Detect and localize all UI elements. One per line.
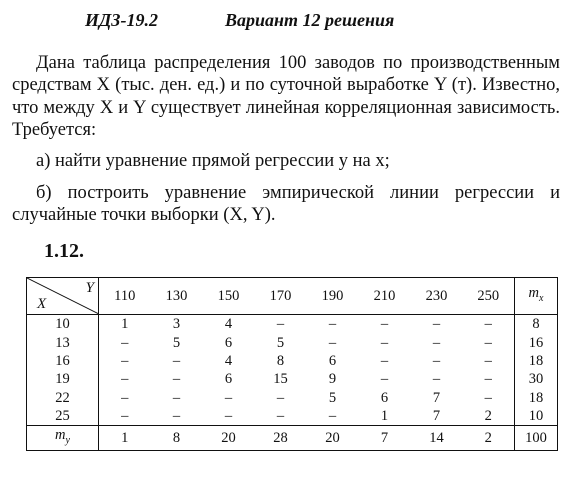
my-value-cell: 2 xyxy=(463,426,515,451)
my-value-cell: 7 xyxy=(359,426,411,451)
my-label-cell xyxy=(27,426,99,451)
frequency-cell: 15 xyxy=(273,371,288,388)
assignment-code: ИДЗ-19.2 xyxy=(85,10,158,30)
table-row xyxy=(27,407,558,426)
frequency-cell: 4 xyxy=(224,352,233,369)
y-header: 210 xyxy=(359,278,411,315)
frequency-cell: – xyxy=(380,334,389,351)
frequency-cell: – xyxy=(276,408,285,425)
frequency-cell: 5 xyxy=(276,334,285,351)
table-row xyxy=(27,389,558,407)
x-value-cell: 13 xyxy=(27,333,99,351)
frequency-cell: – xyxy=(484,316,492,333)
correlation-table xyxy=(26,277,558,451)
frequency-cell: – xyxy=(276,316,285,333)
frequency-cell: – xyxy=(432,371,441,388)
mx-subscript: x xyxy=(539,292,544,304)
table-row xyxy=(27,333,558,351)
frequency-cell: – xyxy=(380,316,389,333)
y-header: 230 xyxy=(411,278,463,315)
y-header: 110 xyxy=(99,278,151,315)
frequency-cell: 7 xyxy=(432,408,441,425)
frequency-cell: 1 xyxy=(121,316,129,333)
mx-value-cell: 16 xyxy=(515,333,558,351)
mx-letter: m xyxy=(528,285,540,302)
frequency-cell: – xyxy=(380,371,389,388)
frequency-cell: 6 xyxy=(224,334,233,351)
frequency-cell: 3 xyxy=(172,316,181,333)
frequency-cell: 5 xyxy=(172,334,181,351)
table-row xyxy=(27,315,558,334)
x-value-cell: 19 xyxy=(27,370,99,388)
frequency-cell: 6 xyxy=(380,389,389,406)
table-header-row xyxy=(27,278,558,315)
mx-value-cell: 8 xyxy=(515,315,558,334)
frequency-cell: – xyxy=(484,371,492,388)
mx-header xyxy=(515,278,558,315)
frequency-cell: – xyxy=(121,371,129,388)
my-subscript: y xyxy=(65,435,70,447)
y-header: 170 xyxy=(255,278,307,315)
corner-x-label: X xyxy=(37,296,47,312)
frequency-cell: – xyxy=(484,389,492,406)
mx-value-cell: 30 xyxy=(515,370,558,388)
table-row xyxy=(27,370,558,388)
frequency-cell: – xyxy=(121,389,129,406)
table-row xyxy=(27,352,558,370)
frequency-cell: – xyxy=(432,316,441,333)
y-header: 150 xyxy=(203,278,255,315)
frequency-cell: – xyxy=(380,352,389,369)
variant-title: Вариант 12 решения xyxy=(225,10,395,30)
frequency-cell: – xyxy=(172,352,181,369)
x-value-cell: 10 xyxy=(27,315,99,334)
frequency-cell: – xyxy=(432,352,441,369)
my-letter: m xyxy=(55,427,66,444)
x-value-cell: 16 xyxy=(27,352,99,370)
frequency-cell: – xyxy=(172,389,181,406)
header xyxy=(85,10,525,34)
my-value-cell: 20 xyxy=(307,426,359,451)
task-b: б) построить уравнение эмпирической линии регрессии и случайные точки выборки (X, Y). xyxy=(12,183,560,226)
frequency-cell: – xyxy=(328,316,337,333)
frequency-cell: 2 xyxy=(484,408,492,425)
my-value-cell: 20 xyxy=(203,426,255,451)
my-value-cell: 14 xyxy=(411,426,463,451)
frequency-cell: 8 xyxy=(276,352,285,369)
frequency-cell: – xyxy=(276,389,285,406)
frequency-cell: – xyxy=(172,408,181,425)
frequency-cell: – xyxy=(328,408,337,425)
frequency-cell: – xyxy=(328,334,337,351)
frequency-cell: 7 xyxy=(432,389,441,406)
task-a: а) найти уравнение прямой регрессии y на x; xyxy=(36,151,390,171)
frequency-cell: – xyxy=(484,334,492,351)
frequency-cell: – xyxy=(172,371,181,388)
section-number: 1.12. xyxy=(44,240,84,262)
frequency-cell: 6 xyxy=(328,352,337,369)
my-value-cell: 28 xyxy=(255,426,307,451)
my-value-cell: 1 xyxy=(99,426,151,451)
x-value-cell: 22 xyxy=(27,389,99,407)
problem-statement: Дана таблица распределения 100 заводов по производственным средствам X (тыс. ден. ед.) и по суточной выработке Y (т). Известно, что между X и Y существует линейная корреляционная зависимость. Требуется: xyxy=(12,53,560,141)
x-value-cell: 25 xyxy=(27,407,99,426)
frequency-cell: 6 xyxy=(224,371,233,388)
my-totals-row xyxy=(27,426,558,451)
my-value-cell: 8 xyxy=(151,426,203,451)
frequency-cell: – xyxy=(224,389,233,406)
frequency-cell: – xyxy=(121,334,129,351)
mx-value-cell: 18 xyxy=(515,352,558,370)
mx-value-cell: 10 xyxy=(515,407,558,426)
total-cell: 100 xyxy=(515,426,558,451)
mx-value-cell: 18 xyxy=(515,389,558,407)
y-header: 250 xyxy=(463,278,515,315)
frequency-cell: – xyxy=(121,352,129,369)
frequency-cell: – xyxy=(484,352,492,369)
frequency-cell: – xyxy=(121,408,129,425)
y-header: 130 xyxy=(151,278,203,315)
y-header: 190 xyxy=(307,278,359,315)
frequency-cell: – xyxy=(432,334,441,351)
corner-cell xyxy=(27,278,99,315)
frequency-cell: 4 xyxy=(224,316,233,333)
frequency-cell: – xyxy=(224,408,233,425)
frequency-cell: 1 xyxy=(380,408,389,425)
frequency-cell: 9 xyxy=(328,371,337,388)
corner-y-label: Y xyxy=(85,280,94,296)
frequency-cell: 5 xyxy=(328,389,337,406)
